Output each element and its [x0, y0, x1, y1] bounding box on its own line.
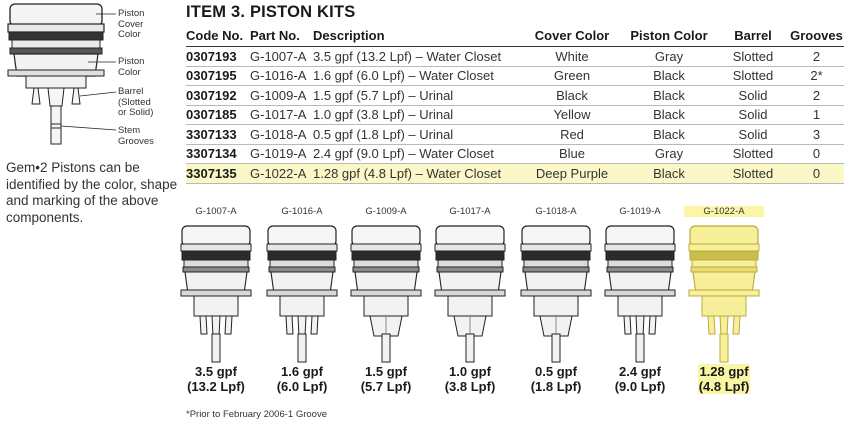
table-cell: Black: [523, 86, 621, 106]
piston-figure-g-1022-a: [684, 206, 764, 396]
intro-text: Gem•2 Pistons can be identified by the color, shape and marking of the above components.: [6, 160, 178, 225]
column-header: Code No.: [186, 25, 250, 47]
column-header: Cover Color: [523, 25, 621, 47]
table-cell: Solid: [717, 105, 789, 125]
table-row: [186, 66, 844, 86]
table-cell: G-1007-A: [250, 47, 313, 67]
piston-part-number: G-1016-A: [281, 206, 323, 217]
piston-flow-label: [346, 364, 426, 394]
table-header-row: [186, 25, 844, 47]
callout-stem-grooves: Stem Grooves: [118, 125, 154, 147]
table-cell: Black: [621, 125, 717, 145]
piston-part-number: G-1019-A: [619, 206, 661, 217]
piston-figure-g-1018-a: [516, 206, 596, 396]
table-cell: Solid: [717, 125, 789, 145]
table-cell: G-1019-A: [250, 144, 313, 164]
table-cell: 0307195: [186, 66, 250, 86]
piston-flow-label: [262, 364, 342, 394]
table-cell: Deep Purple: [523, 164, 621, 184]
piston-gpf: 3.5 gpf: [195, 364, 237, 379]
table-cell: Black: [621, 164, 717, 184]
piston-part-number: G-1022-A: [684, 206, 764, 217]
piston-gpf: 1.5 gpf: [365, 364, 407, 379]
column-header: Piston Color: [621, 25, 717, 47]
piston-figure-g-1019-a: [600, 206, 680, 396]
piston-lpf: (13.2 Lpf): [187, 379, 245, 394]
table-cell: White: [523, 47, 621, 67]
piston-part-number: G-1018-A: [535, 206, 577, 217]
piston-flow-label: [176, 364, 256, 394]
table-cell: Black: [621, 86, 717, 106]
piston-figure-g-1016-a: [262, 206, 342, 396]
table-cell: Black: [621, 105, 717, 125]
table-cell: 1.6 gpf (6.0 Lpf) – Water Closet: [313, 66, 523, 86]
table-cell: 0307193: [186, 47, 250, 67]
callout-piston-color: Piston Color: [118, 56, 145, 78]
table-cell: 1: [789, 105, 844, 125]
callout-piston-cover-color: Piston Cover Color: [118, 8, 145, 40]
piston-gpf: 0.5 gpf: [535, 364, 577, 379]
table-cell: G-1018-A: [250, 125, 313, 145]
piston-flow-label: [600, 364, 680, 394]
table-cell: 2.4 gpf (9.0 Lpf) – Water Closet: [313, 144, 523, 164]
piston-diagram: [0, 0, 180, 160]
piston-lpf: (3.8 Lpf): [444, 379, 496, 394]
table-cell: G-1022-A: [250, 164, 313, 184]
table-cell: 2*: [789, 66, 844, 86]
table-row: [186, 144, 844, 164]
table-cell: 3.5 gpf (13.2 Lpf) – Water Closet: [313, 47, 523, 67]
table-cell: Yellow: [523, 105, 621, 125]
table-cell: Slotted: [717, 47, 789, 67]
table-row: [186, 125, 844, 145]
table-cell: 3: [789, 125, 844, 145]
table-cell: Slotted: [717, 144, 789, 164]
table-cell: Blue: [523, 144, 621, 164]
table-cell: 0.5 gpf (1.8 Lpf) – Urinal: [313, 125, 523, 145]
column-header: Description: [313, 25, 523, 47]
footnote: *Prior to February 2006-1 Groove: [186, 409, 327, 420]
column-header: Barrel: [717, 25, 789, 47]
piston-gpf: 2.4 gpf: [619, 364, 661, 379]
piston-figure-g-1007-a: [176, 206, 256, 396]
piston-kits-table: [186, 25, 844, 184]
piston-flow-label: [516, 364, 596, 394]
table-row: [186, 47, 844, 67]
table-cell: Gray: [621, 144, 717, 164]
column-header: Grooves: [789, 25, 844, 47]
piston-lpf: (1.8 Lpf): [530, 379, 582, 394]
piston-gpf: 1.0 gpf: [449, 364, 491, 379]
column-header: Part No.: [250, 25, 313, 47]
table-row: [186, 164, 844, 184]
table-cell: 2: [789, 47, 844, 67]
piston-figure-g-1009-a: [346, 206, 426, 396]
piston-gpf: 1.28 gpf: [699, 364, 749, 379]
table-cell: G-1017-A: [250, 105, 313, 125]
table-cell: 1.28 gpf (4.8 Lpf) – Water Closet: [313, 164, 523, 184]
table-row: [186, 86, 844, 106]
table-cell: Black: [621, 66, 717, 86]
table-cell: 1.5 gpf (5.7 Lpf) – Urinal: [313, 86, 523, 106]
table-cell: Gray: [621, 47, 717, 67]
callout-barrel: Barrel (Slotted or Solid): [118, 86, 154, 118]
table-cell: Slotted: [717, 164, 789, 184]
piston-lpf: (9.0 Lpf): [614, 379, 666, 394]
piston-flow-label: [698, 364, 750, 394]
table-cell: 1.0 gpf (3.8 Lpf) – Urinal: [313, 105, 523, 125]
piston-lpf: (4.8 Lpf): [698, 379, 750, 394]
piston-part-number: G-1007-A: [195, 206, 237, 217]
piston-flow-label: [430, 364, 510, 394]
piston-gpf: 1.6 gpf: [281, 364, 323, 379]
piston-part-number: G-1017-A: [449, 206, 491, 217]
table-cell: 0: [789, 164, 844, 184]
table-cell: G-1016-A: [250, 66, 313, 86]
table-cell: 0: [789, 144, 844, 164]
table-cell: G-1009-A: [250, 86, 313, 106]
table-cell: 0307192: [186, 86, 250, 106]
piston-part-number: G-1009-A: [365, 206, 407, 217]
table-cell: 3307135: [186, 164, 250, 184]
table-cell: Solid: [717, 86, 789, 106]
piston-figure-g-1017-a: [430, 206, 510, 396]
table-row: [186, 105, 844, 125]
piston-lpf: (5.7 Lpf): [360, 379, 412, 394]
table-cell: 3307133: [186, 125, 250, 145]
section-title: ITEM 3. PISTON KITS: [186, 3, 356, 21]
table-cell: Green: [523, 66, 621, 86]
table-cell: 2: [789, 86, 844, 106]
table-cell: Slotted: [717, 66, 789, 86]
table-cell: 0307185: [186, 105, 250, 125]
piston-lpf: (6.0 Lpf): [276, 379, 328, 394]
table-cell: 3307134: [186, 144, 250, 164]
table-cell: Red: [523, 125, 621, 145]
